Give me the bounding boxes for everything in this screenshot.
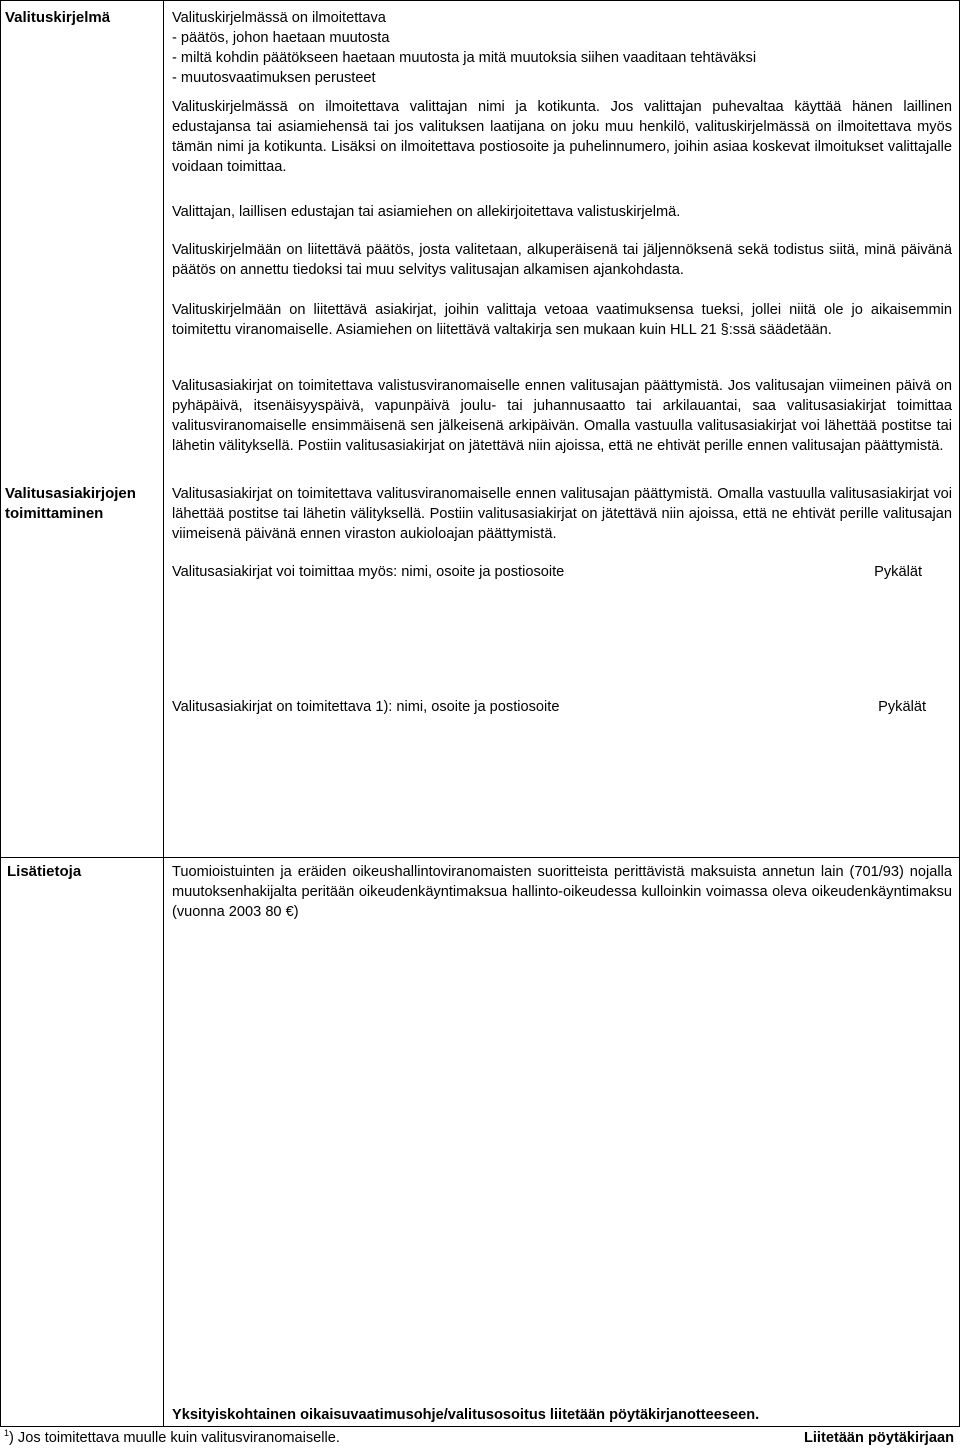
paragraph-liitettavat-asiakirjat: Valituskirjelmään on liitettävä asiakirjat, joihin valittaja vetoaa vaatimuksensa tueksi, jollei niitä ole jo aikaisemmin toimitettu viranomaiselle. Asiamiehen on liitettävä valtakirja sen mukaan kuin HLL 21 §:ssä säädetään. (172, 302, 952, 338)
liitetaan-poytakirjaan-label: Liitetään pöytäkirjaan (803, 1430, 954, 1446)
delivery-row-required (172, 697, 928, 717)
paragraph-liitettava-paatos: Valituskirjelmään on liitettävä päätös, josta valitetaan, alkuperäisenä tai jäljennöksenä sekä todistus siitä, minä päivänä päätös on annettu tiedoksi tai muu selvitys valitusajan alkamisen ajankohdasta. (172, 242, 952, 278)
section-label-toimittaminen (5, 484, 136, 524)
paragraph-oikeudenkayntimaksu: Tuomioistuinten ja eräiden oikeushallintoviranomaisten suoritteista perittävistä maksuista annetun lain (701/93) nojalla muutoksenhakijalta peritään oikeudenkäyntimaksua hallinto-oikeudessa kulloinkin voimassa oleva oikeudenkäyntimaksu (vuonna 2003 80 €) (172, 864, 952, 920)
frame-bottom-border (0, 1426, 960, 1427)
delivery-alternative-text: Valitusasiakirjat voi toimittaa myös: nimi, osoite ja postiosoite (172, 564, 565, 580)
delivery-required-text: Valitusasiakirjat on toimitettava 1): nimi, osoite ja postiosoite (172, 699, 560, 715)
intro-line-4: - muutosvaatimuksen perusteet (172, 70, 376, 86)
paragraph-toimitusaika: Valitusasiakirjat on toimitettava valistusviranomaiselle ennen valitusajan päättymistä. Jos valitusajan viimeinen päivä on pyhäpäivä, itsenäisyyspäivä, vapunpäivä joulu- tai juhannusaatto tai arkilauantai, saa valitusasiakirjat toimittaa valitusviranomaiselle ensimmäisenä sen jälkeisenä arkipäivän. Omalla vastuulla valitusasiakirjat voi lähettää postitse tai lähetin välityksellä. Postiin valitusasiakirjat on jätettävä niin ajoissa, että ne ehtivät perille ennen valitusajan päättymistä. (172, 378, 952, 454)
footnote (4, 1428, 340, 1448)
intro-line-3: - miltä kohdin päätökseen haetaan muutosta ja mitä muutoksia siihen vaaditaan tehtäväksi (172, 50, 757, 66)
label-line-1: Valitusasiakirjojen (5, 485, 136, 502)
section-label-valituskirjelma: Valituskirjelmä (5, 9, 111, 26)
footnote-text: ) Jos toimitettava muulle kuin valitusviranomaiselle. (9, 1430, 340, 1446)
label-line-2: toimittaminen (5, 505, 104, 522)
frame-top-border (0, 0, 960, 1)
frame-left-border (0, 0, 1, 1427)
footnote-mark: 1 (4, 1428, 10, 1439)
intro-line-1: Valituskirjelmässä on ilmoitettava (172, 10, 386, 26)
paragraph-allekirjoitus: Valittajan, laillisen edustajan tai asiamiehen on allekirjoitettava valistuskirjelmä. (172, 204, 681, 220)
valituskirjelma-intro (172, 8, 952, 88)
pykalat-label: Pykälät (878, 699, 926, 715)
section-divider-lisatietoja (0, 857, 960, 858)
paragraph-valittajan-nimi: Valituskirjelmässä on ilmoitettava valittajan nimi ja kotikunta. Jos valittajan puhevaltaa käyttää hänen laillinen edustajansa tai asiamiehensä tai jos valituksen laatijana on joku muu henkilö, valituskirjelmässä on ilmoitettava myös tämän nimi ja kotikunta. Lisäksi on ilmoitettava postiosoite ja puhelinnumero, joihin asiaa koskevat ilmoitukset valittajalle voidaan toimittaa. (172, 99, 952, 175)
paragraph-toimittaminen: Valitusasiakirjat on toimitettava valitusviranomaiselle ennen valitusajan päättymistä. Omalla vastuulla valitusasiakirjat voi lähettää postitse tai lähetin välityksellä. Postiin valitusasiakirjat on jätettävä niin ajoissa, että ne ehtivät perille valitusajan viimeisenä päivänä ennen viraston aukioloajan päättymistä. (172, 486, 952, 542)
label-column-divider (163, 0, 164, 1427)
section-label-lisatietoja: Lisätietoja (7, 863, 82, 880)
delivery-row-alternative (172, 562, 928, 582)
pykalat-label: Pykälät (874, 564, 922, 580)
attachment-notice: Yksityiskohtainen oikaisuvaatimusohje/valitusosoitus liitetään pöytäkirjanotteeseen. (172, 1407, 760, 1423)
intro-line-2: - päätös, johon haetaan muutosta (172, 30, 390, 46)
